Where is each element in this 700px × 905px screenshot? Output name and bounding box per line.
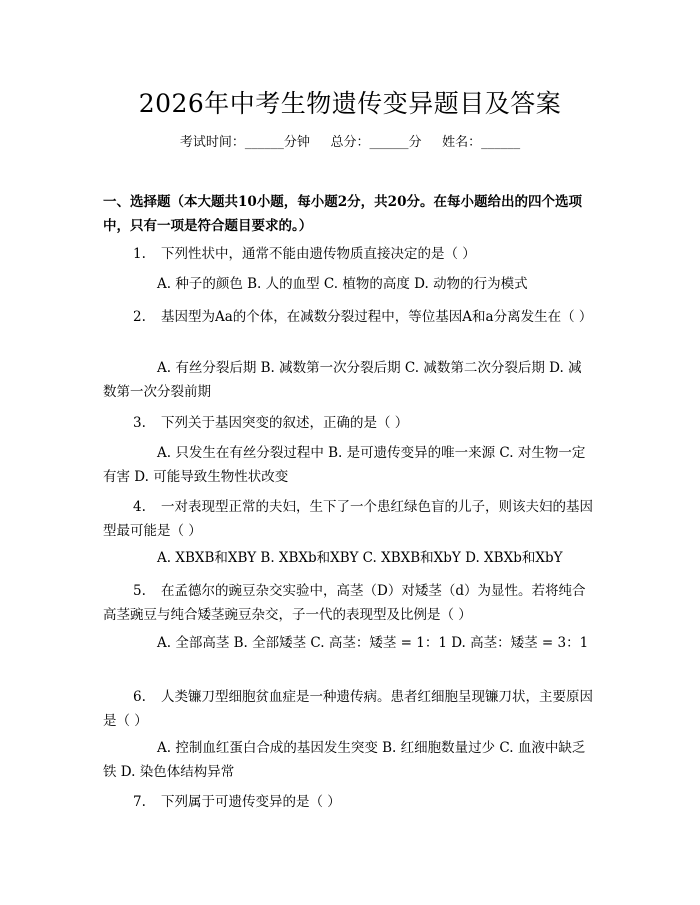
question-4 — [103, 495, 595, 543]
question-6-options — [103, 736, 595, 784]
question-4-options — [103, 546, 595, 570]
options-text: A. 种子的颜色 B. 人的血型 C. 植物的高度 D. 动物的行为模式 — [157, 276, 528, 292]
question-number: 6. — [133, 689, 146, 705]
question-5-options — [103, 631, 595, 655]
options-text: A. XBXB和XBY B. XBXb和XBY C. XBXB和XbY D. XBXb和XbY — [157, 550, 563, 566]
question-1 — [103, 242, 595, 266]
exam-meta-line: 考试时间：______分钟 总分：______分 姓名：______ — [179, 135, 521, 150]
page-title: 2026年中考生物遗传变异题目及答案 — [138, 89, 562, 118]
question-6 — [103, 685, 595, 733]
options-text: A. 全部高茎 B. 全部矮茎 C. 高茎：矮茎 = 1：1 D. 高茎：矮茎 = 3：1 — [157, 635, 589, 651]
options-text: A. 只发生在有丝分裂过程中 B. 是可遗传变异的唯一来源 C. 对生物一定有害 D. 可能导致生物性状改变 — [103, 445, 586, 485]
question-text: 基因型为Aa的个体，在减数分裂过程中，等位基因A和a分离发生在（ ） — [161, 309, 593, 325]
question-2 — [103, 305, 595, 329]
question-text: 下列属于可遗传变异的是（ ） — [161, 794, 341, 810]
question-text: 人类镰刀型细胞贫血症是一种遗传病。患者红细胞呈现镰刀状，主要原因是（ ） — [103, 689, 593, 729]
question-text: 下列性状中，通常不能由遗传物质直接决定的是（ ） — [161, 246, 476, 262]
question-3-options — [103, 441, 595, 489]
question-number: 3. — [133, 415, 146, 431]
question-number: 7. — [133, 794, 146, 810]
question-2-options — [103, 356, 595, 404]
section-heading: 一、选择题（本大题共10小题，每小题2分，共20分。在每小题给出的四个选项中，只有一项是符合题目要求的。） — [103, 194, 582, 234]
question-number: 1. — [133, 246, 146, 262]
question-5 — [103, 579, 595, 627]
options-text: A. 有丝分裂后期 B. 减数第一次分裂后期 C. 减数第二次分裂后期 D. 减数第一次分裂前期 — [103, 360, 582, 400]
question-3 — [103, 411, 595, 435]
question-text: 下列关于基因突变的叙述，正确的是（ ） — [161, 415, 409, 431]
question-number: 5. — [133, 583, 146, 599]
options-text: A. 控制血红蛋白合成的基因发生突变 B. 红细胞数量过少 C. 血液中缺乏铁 D. 染色体结构异常 — [103, 740, 586, 780]
question-7 — [103, 790, 595, 814]
question-text: 在孟德尔的豌豆杂交实验中，高茎（D）对矮茎（d）为显性。若将纯合高茎豌豆与纯合矮茎豌豆杂交，子一代的表现型及比例是（ ） — [103, 583, 586, 623]
question-number: 2. — [133, 309, 146, 325]
question-number: 4. — [133, 499, 146, 515]
question-text: 一对表现型正常的夫妇，生下了一个患红绿色盲的儿子，则该夫妇的基因型最可能是（ ） — [103, 499, 593, 539]
question-1-options — [103, 272, 595, 296]
